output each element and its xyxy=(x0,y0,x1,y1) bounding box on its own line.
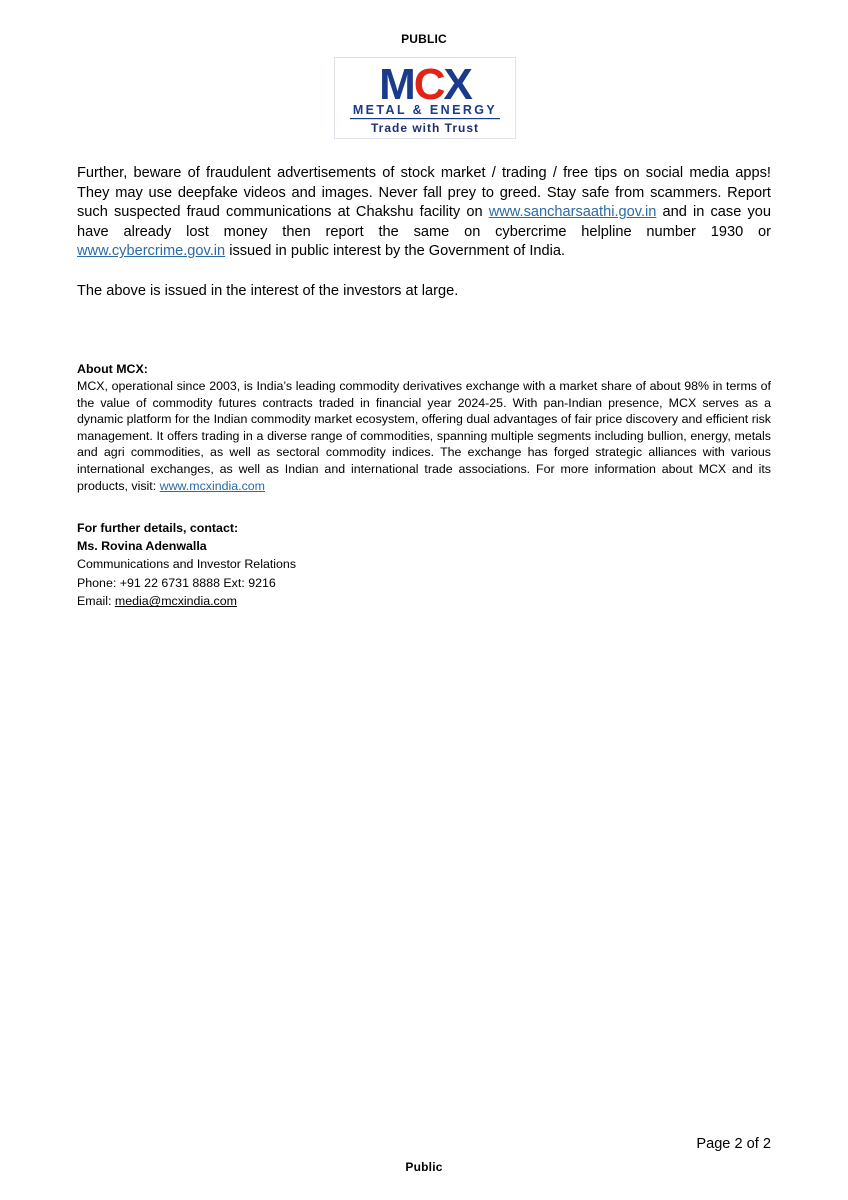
logo-line2: Trade with Trust xyxy=(370,121,480,135)
contact-department: Communications and Investor Relations xyxy=(77,557,297,572)
mcxindia-link[interactable]: www.mcxindia.com xyxy=(159,478,265,493)
p1-text-b: and in case you have already lost money then report the same on cybercrime helpline number 1930 or xyxy=(77,204,771,240)
contact-heading: For further details, contact: xyxy=(77,521,239,535)
logo-wordmark: MCX xyxy=(379,60,471,109)
investor-interest-paragraph: The above is issued in the interest of the investors at large. xyxy=(77,283,459,299)
about-paragraph xyxy=(77,378,771,494)
p1-text-a: Further, beware of fraudulent advertisements of stock market / trading / free tips on social media apps! They may use deepfake videos and images. Never fall prey to greed. Stay safe from scammers. Report such suspected fraud communications at Chakshu facility on xyxy=(77,165,771,221)
cybercrime-link[interactable]: www.cybercrime.gov.in xyxy=(77,243,226,260)
about-text: MCX, operational since 2003, is India’s leading commodity derivatives exchange with a market share of about 98% in terms of the value of commodity futures contracts traded in financial year 2024-25. With pan-Indian presence, MCX serves as a dynamic platform for the Indian commodity market ecosystem, offering dual advantages of fair price discovery and efficient risk management. It offers trading in a diverse range of commodities, spanning multiple segments including bullion, energy, metals and agri commodities, as well as sectoral commodity indices. The exchange has forged strategic alliances with various international exchanges, as well as Indian and international trade associations. For more information about MCX and its products, visit: xyxy=(77,379,771,493)
page-number: Page 2 of 2 xyxy=(696,1136,771,1152)
contact-block xyxy=(77,520,771,610)
mcx-logo xyxy=(334,57,516,139)
email-link[interactable]: media@mcxindia.com xyxy=(114,594,237,609)
classification-header: PUBLIC xyxy=(401,32,447,46)
email-label: Email: xyxy=(77,594,115,609)
logo-divider xyxy=(350,118,500,119)
classification-footer: Public xyxy=(405,1160,443,1174)
contact-email-line xyxy=(77,593,771,610)
p1-text-c: issued in public interest by the Government of India. xyxy=(225,243,566,260)
contact-phone: Phone: +91 22 6731 8888 Ext: 9216 xyxy=(77,575,276,590)
fraud-warning-paragraph xyxy=(77,164,771,262)
sancharsaathi-link[interactable]: www.sancharsaathi.gov.in xyxy=(488,204,657,221)
logo-line1: METAL & ENERGY xyxy=(352,103,498,117)
about-heading: About MCX: xyxy=(77,362,148,376)
contact-name: Ms. Rovina Adenwalla xyxy=(77,538,207,553)
